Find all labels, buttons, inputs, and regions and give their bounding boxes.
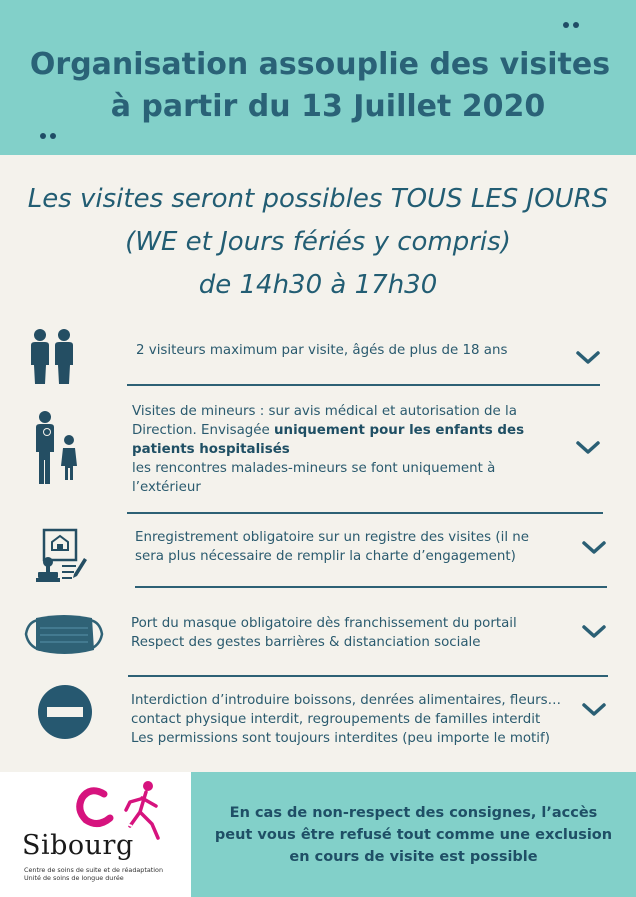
logo-wordmark: Sibourg [22, 830, 134, 861]
divider [127, 512, 603, 514]
logo-subtitle-2: Unité de soins de longue durée [24, 874, 124, 882]
rule-line: 2 visiteurs maximum par visite, âgés de plus de 18 ans [136, 343, 508, 358]
title-line-1: Organisation assouplie des visites [29, 47, 611, 82]
page-title [0, 44, 636, 128]
rule-line-emphasis: patients hospitalisés [132, 442, 290, 457]
rule-line: contact physique interdit, regroupements de familles interdit [131, 712, 541, 727]
decorative-dots-top [563, 22, 579, 28]
rule-line: Visites de mineurs : sur avis médical et autorisation de la [132, 404, 517, 419]
rule-text [131, 691, 561, 748]
rule-text [132, 402, 524, 497]
warning-line-2: peut vous être refusé tout comme une exclusion [214, 827, 613, 843]
warning-text [191, 802, 636, 868]
face-mask-icon [22, 612, 106, 658]
decorative-dots-bottom [40, 133, 56, 139]
divider [135, 586, 607, 588]
divider [128, 675, 608, 677]
divider [127, 384, 600, 386]
warning-line-3: en cours de visite est possible [289, 849, 538, 865]
schedule-line-2: (WE et Jours fériés y compris) [125, 227, 511, 257]
chevron-down-icon[interactable] [581, 702, 607, 718]
rule-line: Interdiction d’introduire boissons, denrées alimentaires, fleurs… [131, 693, 561, 708]
rule-text [136, 341, 507, 360]
adult-with-children-icon [30, 410, 80, 486]
warning-panel [191, 772, 636, 897]
rule-line: sera plus nécessaire de remplir la charte d’engagement) [135, 549, 516, 564]
rule-line-segment: Direction. Envisagée [132, 423, 275, 438]
register-stamp-icon [34, 528, 88, 584]
rule-line-emphasis: uniquement pour les enfants des [274, 423, 525, 438]
chevron-down-icon[interactable] [581, 624, 607, 640]
schedule-line-1: Les visites seront possibles TOUS LES JOURS [27, 184, 609, 214]
rule-line: Enregistrement obligatoire sur un registre des visites (il ne [135, 530, 530, 545]
rule-line: l’extérieur [132, 480, 201, 495]
schedule-line-3: de 14h30 à 17h30 [198, 270, 438, 300]
rule-line: Respect des gestes barrières & distanciation sociale [131, 635, 481, 650]
rule-line [132, 421, 524, 440]
rule-line [132, 440, 524, 459]
visit-schedule [0, 178, 636, 307]
logo-subtitle-1: Centre de soins de suite et de réadaptation [24, 866, 164, 874]
rule-line: Port du masque obligatoire dès franchissement du portail [131, 616, 517, 631]
two-visitors-icon [28, 328, 78, 386]
warning-line-1: En cas de non-respect des consignes, l’accès [229, 805, 598, 821]
no-entry-icon [37, 684, 93, 740]
chevron-down-icon[interactable] [575, 350, 601, 366]
title-line-2: à partir du 13 Juillet 2020 [110, 89, 546, 124]
chevron-down-icon[interactable] [581, 540, 607, 556]
rule-line: Les permissions sont toujours interdites (peu importe le motif) [131, 731, 550, 746]
chevron-down-icon[interactable] [575, 440, 601, 456]
rule-text [131, 614, 517, 652]
rule-text [135, 528, 529, 566]
rule-line: les rencontres malades-mineurs se font uniquement à [132, 461, 496, 476]
